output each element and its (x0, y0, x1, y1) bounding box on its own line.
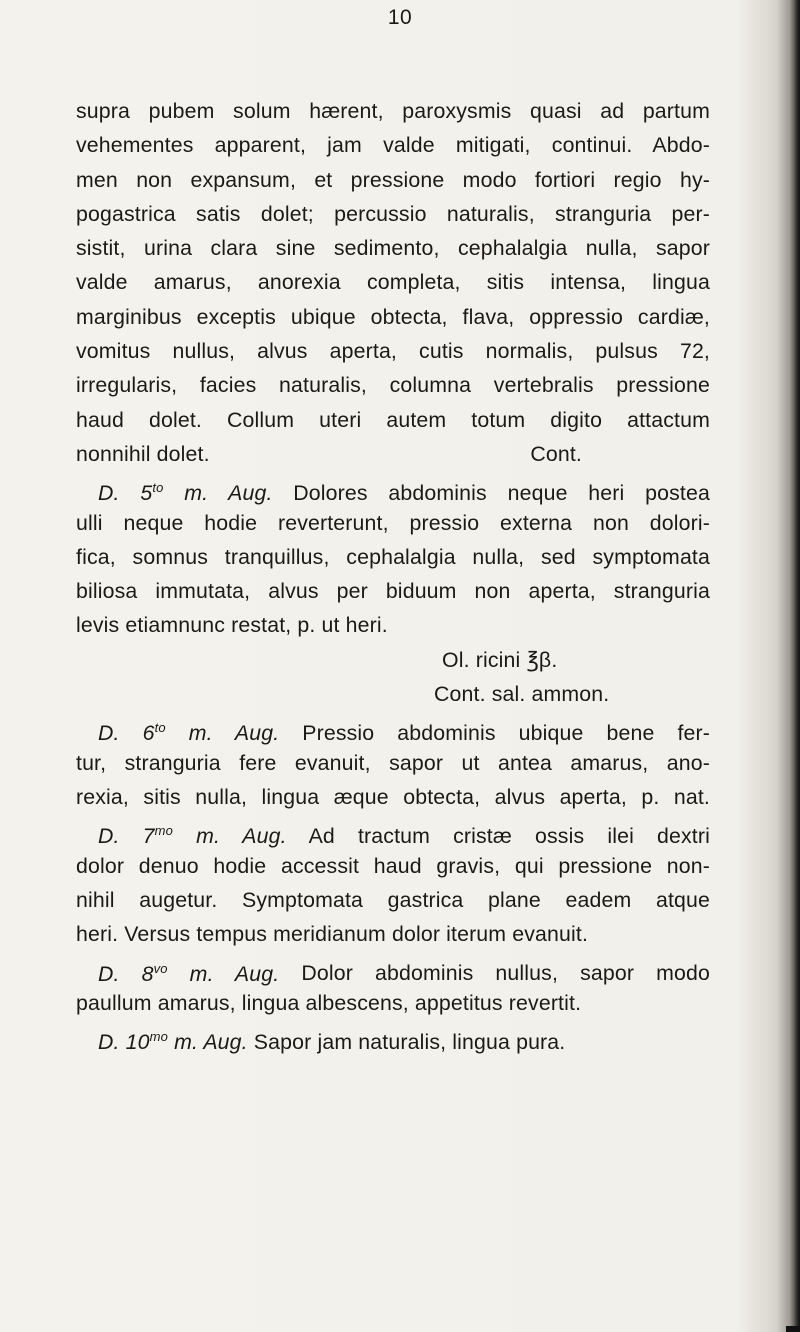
prescription: Cont. (530, 441, 582, 466)
entry-date: D. $8^{vo}$ m. Aug. (98, 960, 280, 986)
prescription: Cont. sal. ammon. (434, 682, 610, 707)
dated-entry-line: D. $6^{to}$ m. Aug. Pressio abdominis ubique bene fer- (98, 720, 710, 746)
text-line: biliosa immutata, alvus per biduum non aperta, stranguria (76, 579, 710, 604)
text-line: vomitus nullus, alvus aperta, cutis normalis, pulsus 72, (76, 339, 710, 364)
text-line: vehementes apparent, jam valde mitigati, continui. Abdo- (76, 133, 710, 158)
entry-date: D. $10^{mo}$ m. Aug. (98, 1029, 248, 1055)
body-text (76, 94, 710, 1054)
text-line: fica, somnus tranquillus, cephalalgia nulla, sed symptomata (76, 544, 710, 569)
text-line: heri. Versus tempus meridianum dolor iterum evanuit. (76, 922, 589, 947)
text-line: valde amarus, anorexia completa, sitis intensa, lingua (76, 270, 710, 295)
text-line: rexia, sitis nulla, lingua æque obtecta, alvus aperta, p. nat. (76, 784, 710, 809)
dated-entry-line: D. $5^{to}$ m. Aug. Dolores abdominis neque heri postea (98, 480, 710, 506)
closing-line (76, 437, 710, 471)
page-number: 10 (387, 6, 413, 29)
text-line: supra pubem solum hærent, paroxysmis quasi ad partum (76, 99, 710, 123)
text-line: irregularis, facies naturalis, columna vertebralis pressione (76, 373, 710, 398)
text-line: paullum amarus, lingua albescens, appetitus revertit. (76, 990, 582, 1015)
entry-date: D. $5^{to}$ m. Aug. (98, 480, 273, 506)
text-line: ulli neque hodie reverterunt, pressio externa non dolori- (76, 510, 710, 535)
text-line: marginibus exceptis ubique obtecta, flava, oppressio cardiæ, (76, 304, 710, 329)
page-corner-mark (786, 1326, 800, 1332)
dated-entry-line: D. $8^{vo}$ m. Aug. Dolor abdominis nullus, sapor modo (98, 960, 710, 986)
entry-date: D. $7^{mo}$ m. Aug. (98, 823, 287, 849)
closing-text: nonnihil dolet. (76, 441, 210, 466)
text-line: pogastrica satis dolet; percussio naturalis, stranguria per- (76, 201, 710, 226)
text-line: levis etiamnunc restat, p. ut heri. (76, 613, 388, 638)
dated-entry-line: D. $10^{mo}$ m. Aug. Sapor jam naturalis, lingua pura. (98, 1029, 566, 1055)
entry-date: D. $6^{to}$ m. Aug. (98, 720, 280, 746)
text-line: men non expansum, et pressione modo fortiori regio hy- (76, 167, 710, 192)
binding-edge-shadow (790, 0, 800, 1332)
text-line: dolor denuo hodie accessit haud gravis, qui pressione non- (76, 853, 710, 878)
text-line: haud dolet. Collum uteri autem totum digito attactum (76, 407, 710, 432)
prescription: Ol. ricini ℥β. (442, 647, 558, 672)
text-line: tur, stranguria fere evanuit, sapor ut antea amarus, ano- (76, 750, 710, 775)
text-line: nihil augetur. Symptomata gastrica plane eadem atque (76, 887, 710, 912)
dated-entry-line: D. $7^{mo}$ m. Aug. Ad tractum cristæ ossis ilei dextri (98, 823, 710, 849)
text-line: sistit, urina clara sine sedimento, cephalalgia nulla, sapor (76, 236, 710, 261)
